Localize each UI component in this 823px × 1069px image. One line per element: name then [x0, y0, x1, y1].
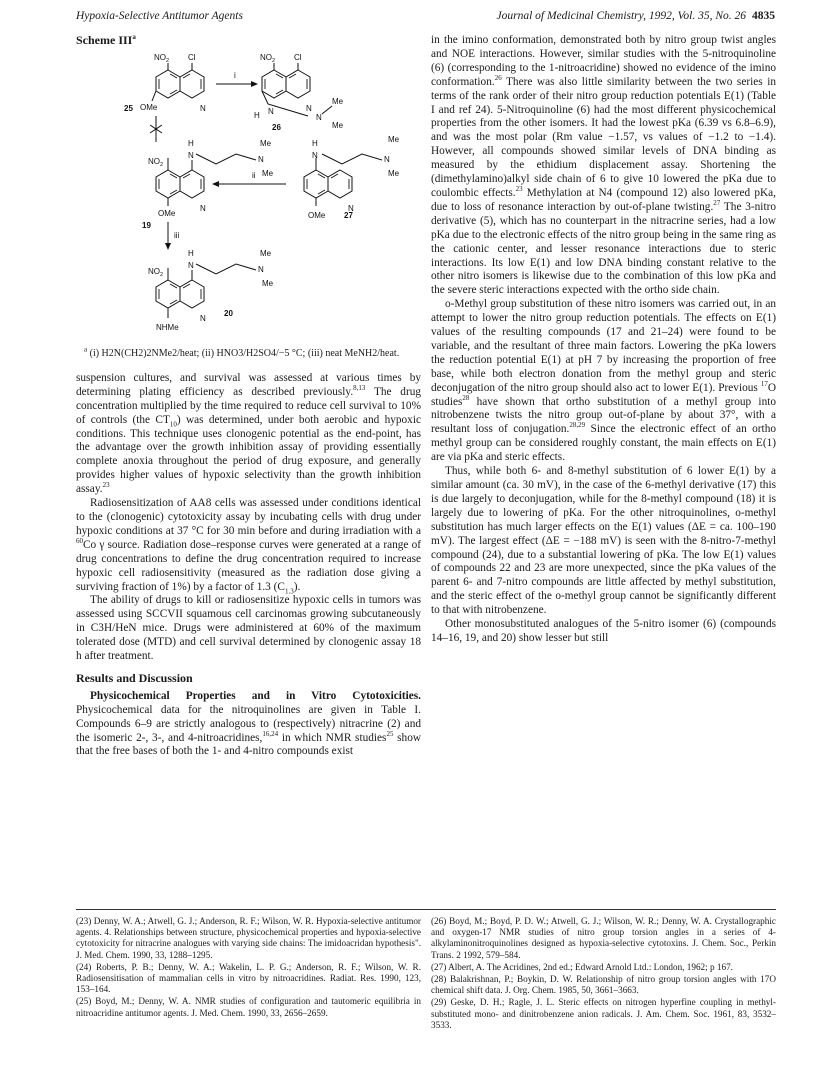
step-iii-label: iii	[174, 230, 180, 240]
label-no2: $NO_2$	[260, 52, 276, 64]
paragraph: Other monosubstituted analogues of the 5-nitro isomer (6) (compounds 14–16, 19, and 20) show lesser but still	[431, 618, 776, 644]
reference-item: (29) Geske, D. H.; Ragle, J. L. Steric effects on nitrogen hyperfine coupling in methyl-substituted mono- and dinitrobenzene anion radicals. J. Am. Chem. Soc. 1961, 83, 3532–3533.	[431, 997, 776, 1030]
compound-number-27: 27	[344, 210, 353, 220]
paragraph: Physicochemical Properties and in Vitro Cytotoxicities. Physicochemical data for the nitroquinolines are given in Table I. Compounds 6–9 are strictly analogous to (respectively) nitracrine (2) and the isomeric 2-, 3-, and 4-nitroacridines,$^{16,24}$ in which NMR studies$^{25}$ show that the free bases of both the 1- and 4-nitro compounds exist	[76, 689, 422, 758]
label-no2: $NO_2$	[148, 156, 164, 168]
journal-citation: Journal of Medicinal Chemistry, 1992, Vol. 35, No. 26	[496, 10, 746, 22]
label-n: N	[200, 103, 206, 113]
journal-header	[497, 10, 775, 22]
label-me: Me	[260, 248, 272, 258]
label-ome: OMe	[308, 210, 326, 220]
label-n: N	[316, 112, 322, 122]
label-cl: Cl	[188, 52, 196, 62]
footnote-rule	[76, 909, 776, 910]
reference-item: (25) Boyd, M.; Denny, W. A. NMR studies of configuration and tautomeric equilibria in nitroacridine antitumor agents. J. Med. Chem. 1990, 33, 2656–2659.	[76, 996, 421, 1018]
paragraph: in the imino conformation, demonstrated both by nitro group twist angles and NOE interactions. However, similar studies with the 5-nitroquinoline (6) (corresponding to the 1-nitroacridine) showed no evidence of the imino conformation.$^{26}$ There was also little similarity between the two series in terms of the rank order of their nitro group reduction potentials E(1) (Table I and ref 24). 5-Nitroquinoline (6) had the most different physicochemical properties from the other isomers. It had the lowest pKa (6.39 vs 6.8–6.9), and was the most polar (Rm value −1.57, vs values of −1.2 to −1.4). However, all compounds showed similar levels of DNA binding as measured by the ethidium displacement assay. Shortening the (dimethylamino)alkyl side chain of 6 to give 10 lowered the pKa due to coulombic effects.$^{23}$ Methylation at N4 (compound 12) also lowered pKa, due to loss of resonance interaction by out-of-plane twisting.$^{27}$ The 3-nitro derivative (5), which has no counterpart in the nitracrine series, had a low pKa due to the electronic effects of the nitro group being in the same ring as the cationic center, and lesser resonance interactions due to steric interactions. Its low E(1) and low DNA binding constant relative to the other nitro isomers is likewise due to the combination of this low pKa and the severe steric interactions expected with the ortho side chain.	[431, 34, 776, 297]
compound-27	[304, 135, 400, 220]
label-n: N	[200, 313, 206, 323]
scheme-caption-mark: a	[84, 345, 88, 354]
footnotes-right	[431, 916, 776, 1032]
label-me: Me	[388, 134, 400, 144]
step-ii-label: ii	[252, 170, 256, 180]
scheme-title-text: Scheme III	[76, 33, 133, 47]
label-n: N	[258, 154, 264, 164]
scheme-diagram	[76, 50, 421, 346]
scheme-title	[76, 34, 421, 48]
page-number: 4835	[752, 10, 775, 22]
reference-item: (28) Balakrishnan, P.; Boykin, D. W. Relationship of nitro group torsion angles with 17O chemical shift data. J. Org. Chem. 1985, 50, 3661–3663.	[431, 974, 776, 996]
label-ome: OMe	[158, 208, 176, 218]
run-in-heading: Physicochemical Properties and in Vitro Cytotoxicities.	[90, 689, 421, 702]
label-n: N	[188, 260, 194, 270]
reference-item: (26) Boyd, M.; Boyd, P. D. W.; Atwell, G. J.; Wilson, W. R.; Denny, W. A. Crystallographic and oxygen-17 NMR studies of nitro group torsion angles in a series of 4-alkylaminonitroquinolines designed as hypoxia-selective cytotoxins. J. Chem. Soc., Perkin Trans. 2 1992, 579–584.	[431, 916, 776, 960]
label-h: H	[188, 248, 194, 258]
scheme-caption	[84, 345, 421, 360]
reference-item: (27) Albert, A. The Acridines, 2nd ed.; Edward Arnold Ltd.: London, 1962; p 167.	[431, 961, 733, 972]
label-me: Me	[262, 278, 274, 288]
label-me: Me	[332, 120, 344, 130]
label-n: N	[200, 203, 206, 213]
paragraph: Thus, while both 6- and 8-methyl substitution of 6 lower E(1) by a similar amount (ca. 30 mV), in the case of the 6-methyl derivative (17) this is due largely to deconjugation, while for the 8-methyl compound (18) it is largely due to lowering of pKa. For the other nitroquinolines, o-methyl substitution has much larger effects on the E(1) values (ΔE = ca. 100–190 mV). The largest effect (ΔE = −188 mV) is seen with the 8-nitro-7-methyl compound (24), due to a substantial lowering of pKa. The low E(1) values of compounds 22 and 23 are more unexpected, since the pKa values of the parent 6- and 7-nitro compounds are little affected by methyl substitution, and the steric effect of the o-methyl group cannot be significantly different to that with nitrobenzene.	[431, 465, 776, 617]
reference-item: (23) Denny, W. A.; Atwell, G. J.; Anderson, R. F.; Wilson, W. R. Hypoxia-selective antitumor agents. 4. Relationships between structure, physicochemical properties and hypoxia-selective cytotoxicity for nitracrine analogues with varying side chains: The imidoacridan hypothesis". J. Med. Chem. 1990, 33, 1288–1295.	[76, 916, 421, 960]
label-h: H	[312, 138, 318, 148]
paragraph: o-Methyl group substitution of these nitro isomers was carried out, in an attempt to lower the nitro group reduction potentials. The effects on E(1) values of the resulting compounds (17 and 21–24) were found to be variable, and the resultant of three main factors. Lowering the pKa lowers the reduction potential E(1) at pH 7 by increasing the proportion of free base, while both electron donation from the methyl group and steric deconjugation of the nitro group should also act to lower E(1). Previous $^{17}$O studies$^{28}$ have shown that ortho substitution of a methyl group into nitrobenzene twists the nitro group out-of-plane by about 37°, with a resultant loss of conjugation.$^{28,29}$ Since the electronic effect of an ortho methyl group can be considered roughly constant, the main effects on E(1) are via pKa and steric effects.	[431, 298, 776, 464]
label-me: Me	[262, 168, 274, 178]
label-no2: $NO_2$	[154, 52, 170, 64]
label-n: N	[188, 150, 194, 160]
label-n: N	[384, 154, 390, 164]
scheme-caption-text: (i) H2N(CH2)2NMe2/heat; (ii) HNO3/H2SO4/−5 °C; (iii) neat MeNH2/heat.	[87, 347, 400, 359]
label-no2: $NO_2$	[148, 266, 164, 278]
compound-number-26: 26	[272, 122, 281, 132]
scheme-title-mark: a	[132, 33, 136, 41]
label-n: N	[258, 264, 264, 274]
compound-number-25: 25	[124, 103, 133, 113]
label-me: Me	[332, 96, 344, 106]
compound-26	[254, 53, 344, 132]
paragraph: suspension cultures, and survival was assessed at various times by determining plating efficiency as described previously.$^{8,13}$ The drug concentration multiplied by the time required to reduce cell survival to 10% of controls (the $CT_{10}$) was determined, under both aerobic and hypoxic conditions. This technique uses clonogenic potential as the end-point, has the advantage over the growth inhibition assay of providing essentially complete anoxia throughout the period of drug exposure, and generally provides higher values of hypoxic selectivity than the growth inhibition assay.$^{23}$	[76, 371, 421, 496]
label-n: N	[312, 150, 318, 160]
running-title: Hypoxia-Selective Antitumor Agents	[76, 10, 243, 22]
label-h: H	[254, 110, 260, 120]
label-cl: Cl	[294, 52, 302, 62]
reference-item: (24) Roberts, P. B.; Denny, W. A.; Wakelin, L. P. G.; Anderson, R. F.; Wilson, W. R. Radiosensitisation of mammalian cells in vitro by nitroacridines. Radiat. Res. 1990, 123, 153–164.	[76, 961, 421, 995]
label-me: Me	[388, 168, 400, 178]
left-column	[76, 34, 421, 759]
label-nhme: NHMe	[156, 322, 179, 332]
footnotes-left	[76, 916, 421, 1020]
label-ome: OMe	[140, 102, 158, 112]
section-heading: Results and Discussion	[76, 670, 193, 685]
label-me: Me	[260, 138, 272, 148]
label-n: N	[268, 106, 274, 116]
step-i-label: i	[234, 70, 236, 80]
paragraph: Radiosensitization of AA8 cells was assessed under conditions identical to the (clonogenic) cytotoxicity assay by incubating cells with drug under hypoxic conditions at 37 °C for 30 min before and during irradiation with a $^{60}$Co γ source. Radiation dose–response curves were generated at a range of drug concentrations to define the drug concentration required to increase hypoxic cell radiosensitivity (measured as the radiation dose giving a surviving fraction of 1%) by a factor of 1.3 $(C_{1.3})$.	[76, 497, 421, 595]
compound-number-20: 20	[224, 308, 233, 318]
label-h: H	[188, 138, 194, 148]
compound-number-19: 19	[142, 220, 151, 230]
right-column	[431, 34, 776, 646]
label-n: N	[348, 203, 354, 213]
compound-20	[148, 249, 274, 332]
compound-25	[124, 53, 206, 113]
paragraph: The ability of drugs to kill or radiosensitize hypoxic cells in tumors was assessed using SCCVII squamous cell carcinomas growing subcutaneously in C3H/HeN mice. Drugs were administered at 60% of the maximum tolerated dose (MTD) and cell survival determined by clonogenic assay 18 h after treatment.	[76, 594, 421, 663]
label-n: N	[306, 103, 312, 113]
